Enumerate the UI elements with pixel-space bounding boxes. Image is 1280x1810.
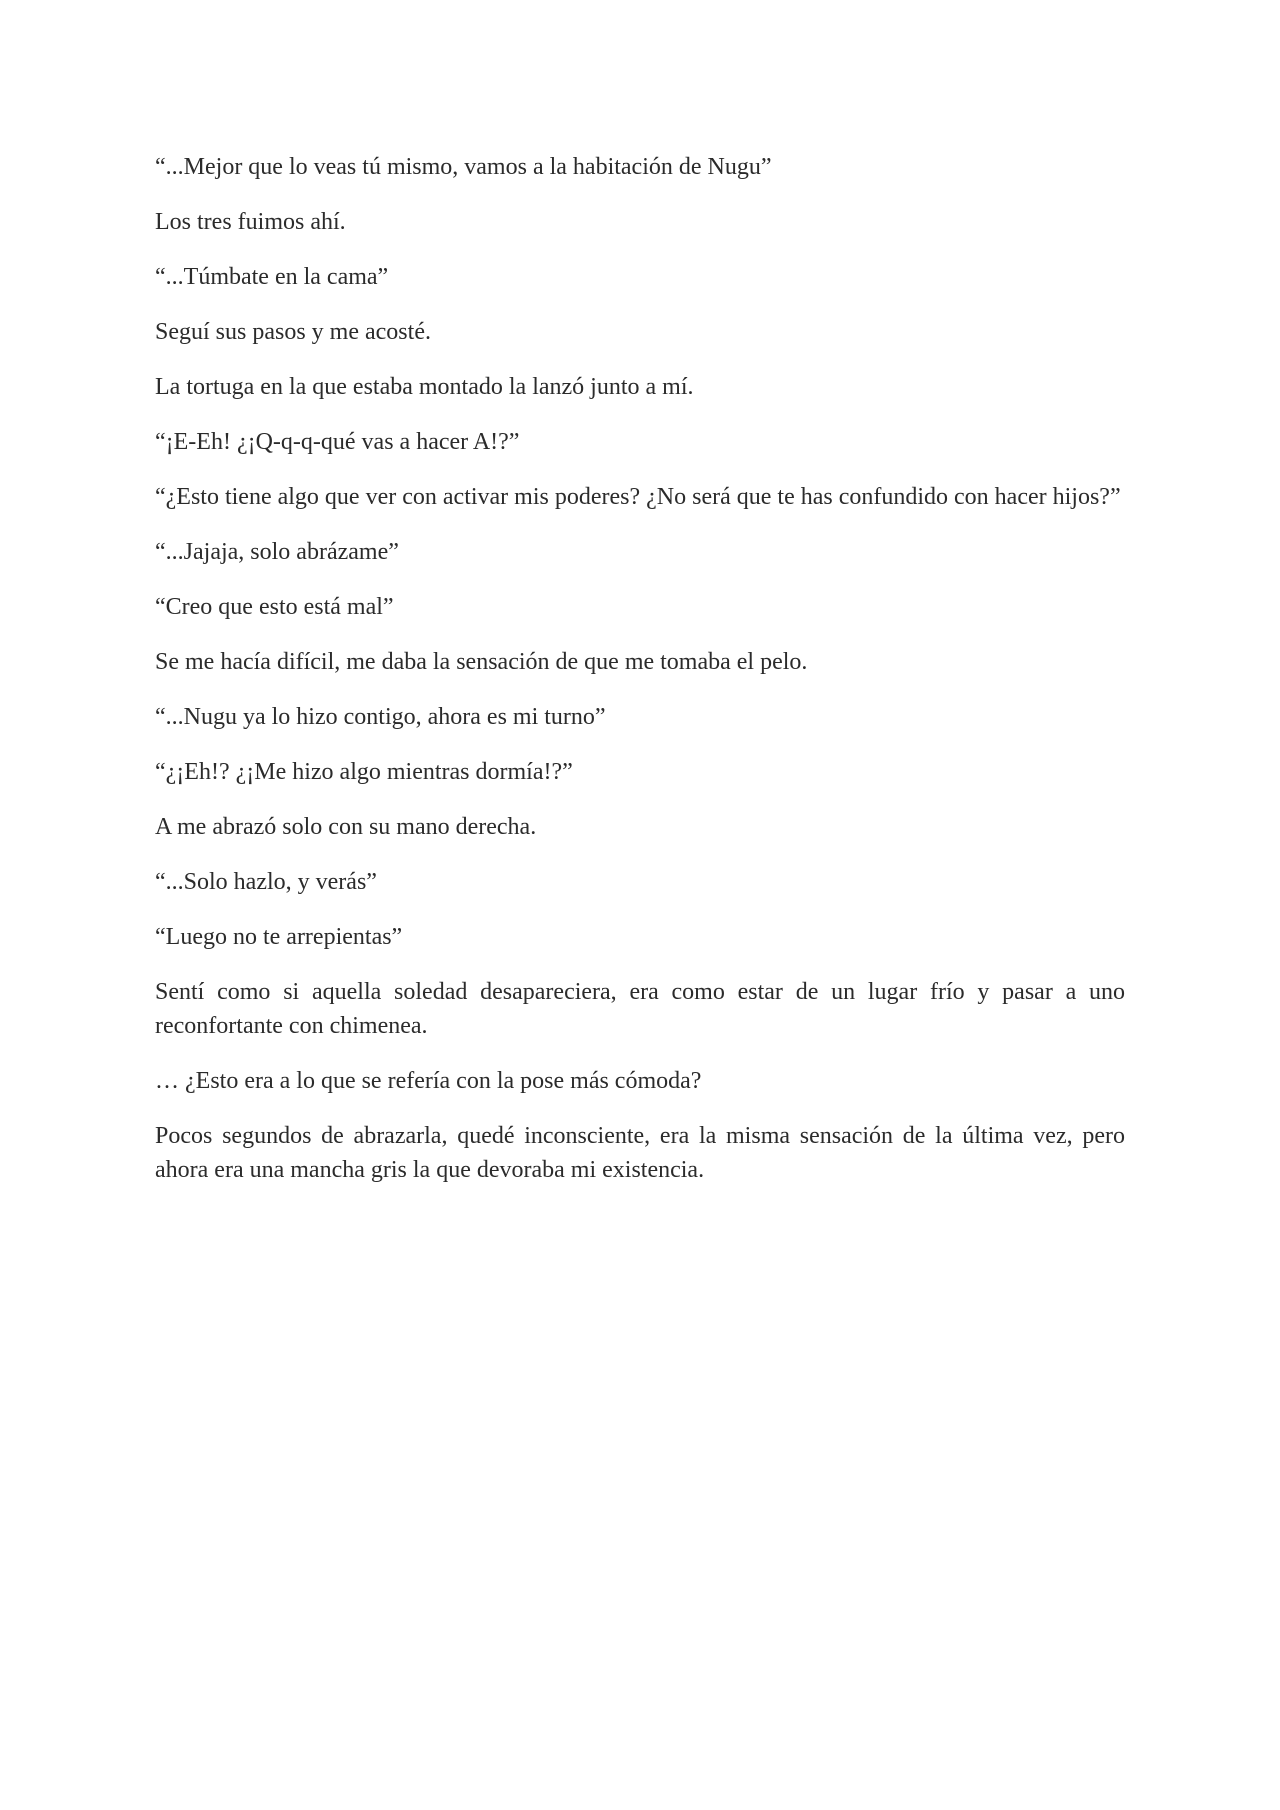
paragraph: “Luego no te arrepientas” — [155, 924, 403, 950]
paragraph: Seguí sus pasos y me acosté. — [155, 319, 431, 345]
document-page — [155, 150, 1125, 1208]
paragraph: “¡E-Eh! ¿¡Q-q-q-qué vas a hacer A!?” — [155, 429, 520, 455]
paragraph: “...Túmbate en la cama” — [155, 264, 389, 290]
paragraph: A me abrazó solo con su mano derecha. — [155, 814, 537, 840]
paragraph: Se me hacía difícil, me daba la sensación de que me tomaba el pelo. — [155, 649, 808, 675]
paragraph: Los tres fuimos ahí. — [155, 209, 346, 235]
paragraph: … ¿Esto era a lo que se refería con la pose más cómoda? — [155, 1068, 702, 1094]
paragraph: “...Jajaja, solo abrázame” — [155, 539, 399, 565]
paragraph: “¿¡Eh!? ¿¡Me hizo algo mientras dormía!?” — [155, 759, 573, 785]
paragraph: “...Mejor que lo veas tú mismo, vamos a la habitación de Nugu” — [155, 154, 772, 180]
paragraph: La tortuga en la que estaba montado la lanzó junto a mí. — [155, 374, 694, 400]
paragraph: “...Nugu ya lo hizo contigo, ahora es mi turno” — [155, 704, 606, 730]
paragraph: “Creo que esto está mal” — [155, 594, 394, 620]
paragraph: “¿Esto tiene algo que ver con activar mis poderes? ¿No será que te has confundido con hacer hijos?” — [155, 484, 1121, 510]
paragraph: “...Solo hazlo, y verás” — [155, 869, 377, 895]
paragraph: Pocos segundos de abrazarla, quedé inconsciente, era la misma sensación de la última vez, pero ahora era una mancha gris la que devoraba mi existencia. — [155, 1123, 1125, 1183]
paragraph: Sentí como si aquella soledad desapareciera, era como estar de un lugar frío y pasar a uno reconfortante con chimenea. — [155, 979, 1125, 1039]
